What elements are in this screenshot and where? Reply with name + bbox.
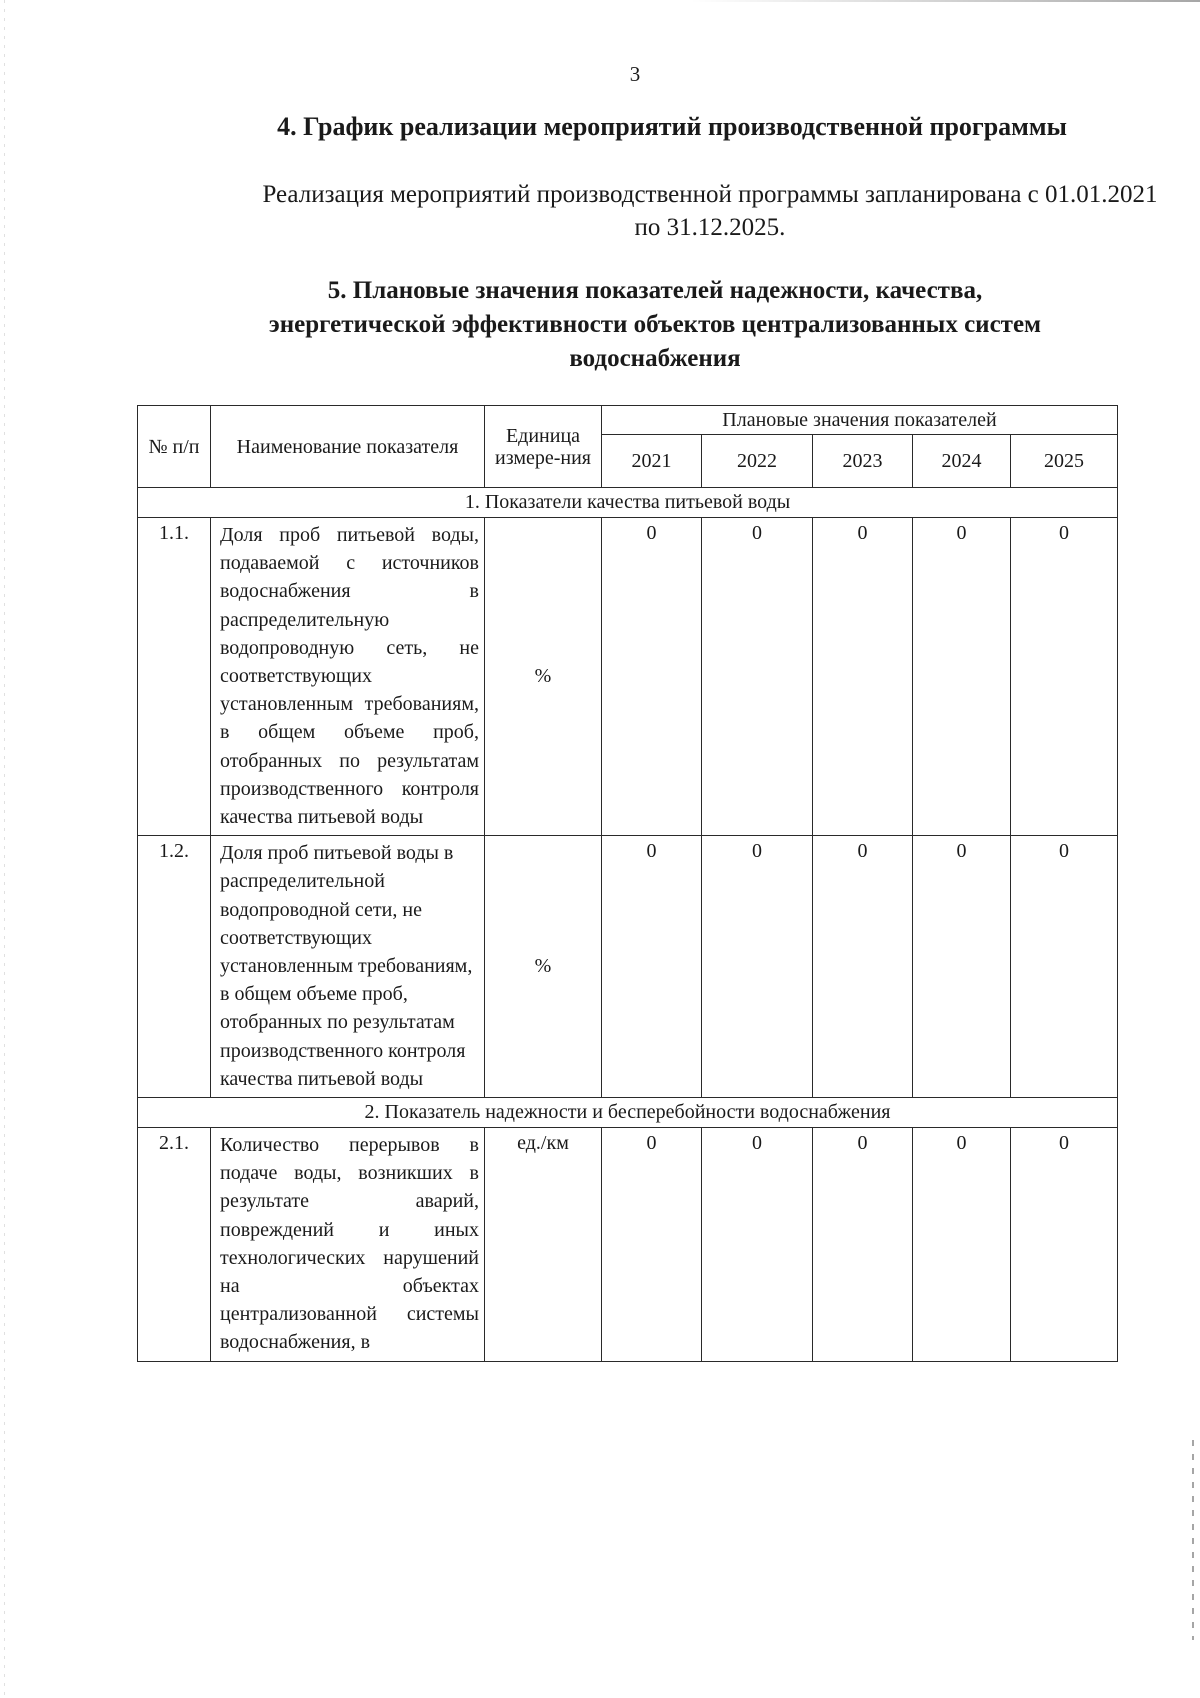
section-title: 2. Показатель надежности и бесперебойности водоснабжения — [138, 1098, 1118, 1128]
page-number: 3 — [629, 62, 641, 86]
value-cell: 0 — [1011, 518, 1118, 836]
value-cell: 0 — [813, 1128, 913, 1362]
value-cell: 0 — [602, 518, 702, 836]
scan-edge-top — [690, 0, 1200, 2]
header-year: 2022 — [702, 435, 813, 488]
scan-edge-right — [1192, 1440, 1194, 1640]
header-num: № п/п — [138, 406, 211, 488]
table-row — [138, 836, 1118, 1098]
indicator-name: Количество перерывов в подаче воды, возникших в результате аварий, повреждений и иных технологических нарушений на объектах централизованной системы водоснабжения, в — [211, 1128, 485, 1362]
header-name: Наименование показателя — [211, 406, 485, 488]
value-cell: 0 — [913, 518, 1011, 836]
header-year: 2023 — [813, 435, 913, 488]
table-row — [138, 1128, 1118, 1362]
value-cell: 0 — [913, 836, 1011, 1098]
indicator-unit: ед./км — [485, 1128, 602, 1362]
header-year: 2021 — [602, 435, 702, 488]
value-cell: 0 — [1011, 836, 1118, 1098]
section-row — [138, 1098, 1118, 1128]
value-cell: 0 — [813, 836, 913, 1098]
scan-edge-left — [4, 0, 5, 1698]
header-year: 2025 — [1011, 435, 1118, 488]
value-cell: 0 — [602, 1128, 702, 1362]
row-number: 1.1. — [138, 518, 211, 836]
section-5-heading: 5. Плановые значения показателей надежности, качества, энергетической эффективности объектов централизованных систем водоснабжения — [268, 277, 1042, 372]
value-cell: 0 — [702, 836, 813, 1098]
section-4-heading: 4. График реализации мероприятий производственной программы — [277, 112, 1067, 141]
indicator-name: Доля проб питьевой воды в распределительной водопроводной сети, не соответствующих установленным требованиям, в общем объеме проб, отобранных по результатам производственного контроля качества питьевой воды — [211, 836, 485, 1098]
header-row-1 — [138, 406, 1118, 435]
value-cell: 0 — [913, 1128, 1011, 1362]
value-cell: 0 — [702, 1128, 813, 1362]
row-number: 1.2. — [138, 836, 211, 1098]
indicators-table — [137, 405, 1118, 1362]
row-number: 2.1. — [138, 1128, 211, 1362]
section-row — [138, 488, 1118, 518]
indicator-unit: % — [485, 518, 602, 836]
value-cell: 0 — [813, 518, 913, 836]
table-row — [138, 518, 1118, 836]
header-planned: Плановые значения показателей — [602, 406, 1118, 435]
value-cell: 0 — [702, 518, 813, 836]
indicator-name: Доля проб питьевой воды, подаваемой с источников водоснабжения в распределительную водопроводную сеть, не соответствующих установленным требованиям, в общем объеме проб, отобранных по результатам производственного контроля качества питьевой воды — [211, 518, 485, 836]
value-cell: 0 — [602, 836, 702, 1098]
header-year: 2024 — [913, 435, 1011, 488]
value-cell: 0 — [1011, 1128, 1118, 1362]
section-4-text: Реализация мероприятий производственной программы запланирована с 01.01.2021 по 31.12.2025. — [262, 181, 1158, 241]
section-title: 1. Показатели качества питьевой воды — [138, 488, 1118, 518]
indicator-unit: % — [485, 836, 602, 1098]
header-unit: Единица измере-ния — [485, 406, 602, 488]
